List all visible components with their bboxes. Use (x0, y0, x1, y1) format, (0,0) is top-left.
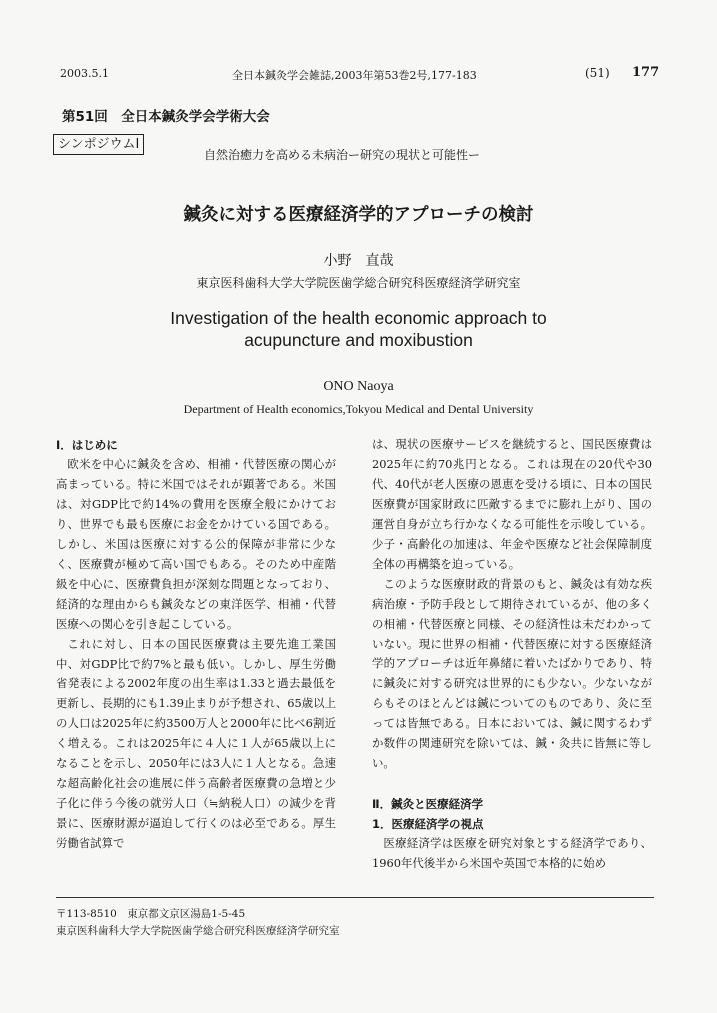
paragraph: これに対し、日本の国民医療費は主要先進工業国中、対GDP比で約7%と最も低い。しかし、厚生労働省発表による2002年度の出生率は1.33と過去最低を更新し、長期的にも1.39止まりが予想され、65歳以上の人口は2025年に約3500万人と2000年に比べ6割近く増える。これは2025年に４人に１人が65歳以上になることを示し、2050年には3人に１人となる。急速な超高齢化社会の進展に伴う高齢者医療費の急増と少子化に伴う今後の就労人口（≒納税人口）の減少を背景に、医療財源が逼迫して行くのは必至である。厚生労働省試算で (56, 636, 336, 851)
symposium-subtitle: 自然治癒力を高める未病治ー研究の現状と可能性ー (204, 148, 481, 162)
paragraph: 欧米を中心に鍼灸を含め、相補・代替医療の関心が高まっている。特に米国ではそれが顕著である。米国は、対GDP比で約14%の費用を医療全般にかけており、世界でも最も医療にお金をかけている国である。しかし、米国は医療に対する公的保障が非常に少なく、医療費が極めて高い国でもある。そのため中産階級を中心に、医療費負担が深刻な問題となっており、経済的な理由からも鍼灸などの東洋医学、相補・代替医療への関心を引き起こしている。 (56, 457, 336, 631)
footnote-affiliation: 東京医科歯科大学大学院医歯学総合研究科医療経済学研究室 (56, 925, 340, 937)
footnote-address: 〒113-8510 東京都文京区湯島1-5-45 (56, 908, 246, 920)
paragraph: は、現状の医療サービスを継続すると、国民医療費は2025年に約70兆円となる。これは現在の20代や30代、40代が老人医療の恩恵を受ける頃に、日本の国民医療費が国家財政に匹敵するまでに膨れ上がり、国の運営自身が立ち行かなくなる可能性を示唆している。少子・高齢化の加速は、年金や医療など社会保障制度全体の再構築を迫っている。 (372, 437, 652, 571)
article-title-en-line2: acupuncture and moxibustion (244, 330, 473, 350)
article-title-ja: 鍼灸に対する医療経済学的アプローチの検討 (183, 205, 534, 225)
body-column-right (372, 435, 652, 874)
journal-citation: 全日本鍼灸学会雑誌,2003年第53巻2号,177-183 (232, 69, 477, 82)
subsection-heading: 1．医療経済学の視点 (372, 817, 484, 832)
article-title-en-line1: Investigation of the health economic approach to (170, 308, 547, 328)
article-title-en (0, 307, 717, 351)
body-column-left (56, 435, 336, 854)
affiliation-ja: 東京医科歯科大学大学院医歯学総合研究科医療経済学研究室 (196, 276, 521, 290)
page-number: 177 (632, 65, 660, 80)
paragraph: このような医療財政的背景のもと、鍼灸は有効な疾病治療・予防手段として期待されているが、他の多くの相補・代替医療と同様、その経済性は未だわかっていない。現に世界の相補・代替医療に対する医療経済学的アプローチは近年鼻緒に着いたばかりであり、特に鍼灸に対する研究は世界的にも少ない。少ないながらもそのほとんどは鍼についてのものであり、灸に至っては皆無である。日本においては、鍼に関するわずか数件の関連研究を除いては、鍼・灸共に皆無に等しい。 (372, 576, 652, 771)
symposium-label: シンポジウムⅠ (53, 134, 144, 155)
page-number-paren: (51) (585, 66, 610, 80)
section-heading-economics: Ⅱ．鍼灸と医療経済学 (372, 797, 484, 812)
author-ja: 小野 直哉 (323, 253, 394, 269)
section-heading-introduction: Ⅰ．はじめに (56, 438, 118, 452)
conference-title: 第51回 全日本鍼灸学会学術大会 (62, 109, 270, 125)
paragraph: 医療経済学は医療を研究対象とする経済学であり、1960年代後半から米国や英国で本格的に始め (372, 836, 652, 871)
footnote-rule (56, 897, 654, 898)
author-en: ONO Naoya (323, 379, 394, 394)
affiliation-en: Department of Health economics,Tokyou Medical and Dental University (183, 402, 534, 416)
issue-date: 2003.5.1 (60, 67, 109, 80)
